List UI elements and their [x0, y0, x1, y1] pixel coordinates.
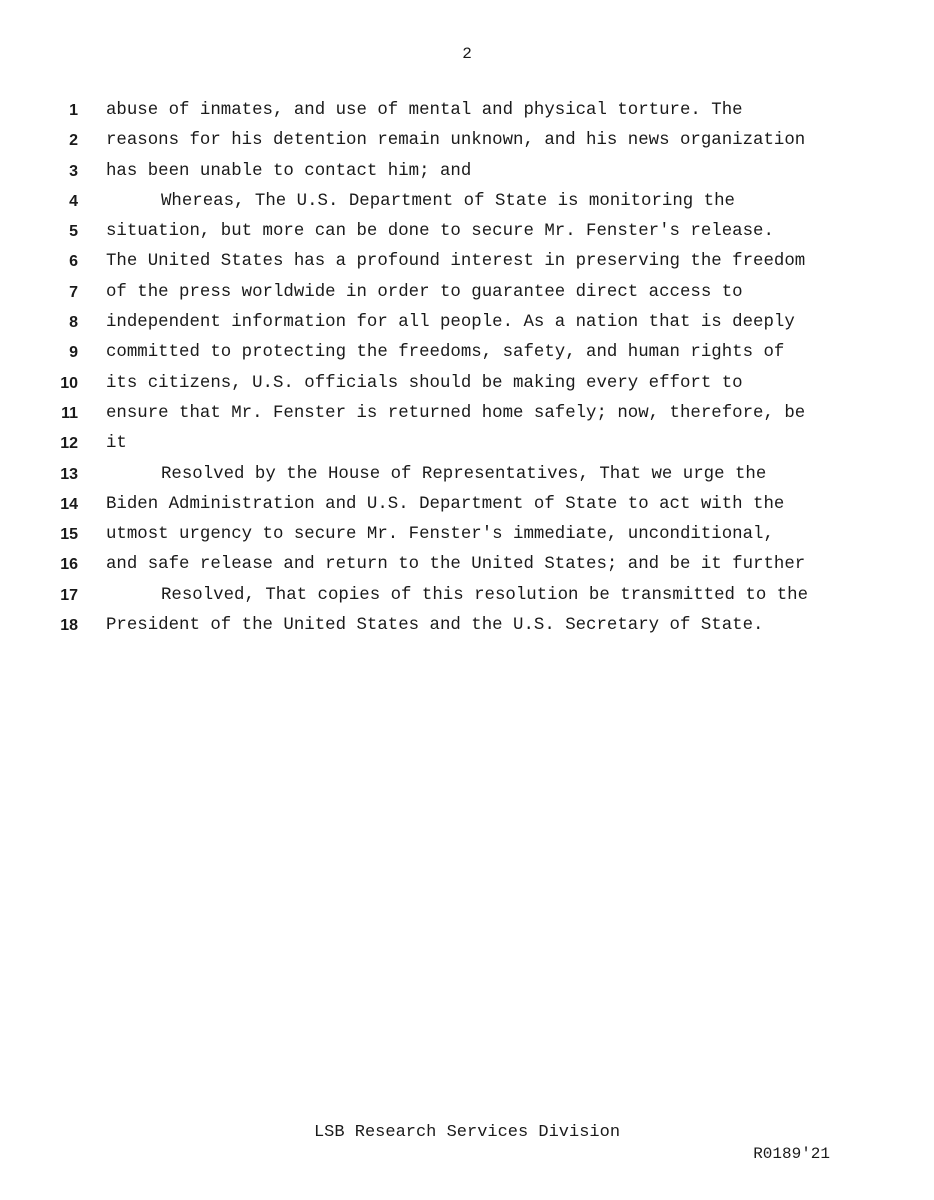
line-number: 8: [69, 314, 78, 332]
line-text: its citizens, U.S. officials should be making every effort to: [106, 373, 743, 393]
line-number: 10: [60, 374, 78, 392]
document-line: [0, 247, 934, 277]
line-number: 5: [69, 223, 78, 241]
document-line: [0, 369, 934, 399]
document-line: [0, 581, 934, 611]
document-line: [0, 217, 934, 247]
line-number: 7: [69, 283, 78, 301]
document-line: [0, 157, 934, 187]
line-number: 2: [69, 132, 78, 150]
document-line: [0, 278, 934, 308]
line-number: 14: [60, 495, 78, 513]
document-line: [0, 187, 934, 217]
footer-document-code: R0189'21: [753, 1145, 830, 1163]
document-line: [0, 550, 934, 580]
line-number: 9: [69, 344, 78, 362]
line-text: independent information for all people. As a nation that is deeply: [106, 313, 795, 333]
line-number: 11: [61, 404, 78, 422]
line-number: 4: [69, 192, 78, 210]
document-line: [0, 490, 934, 520]
document-line: [0, 338, 934, 368]
line-text: Whereas, The U.S. Department of State is monitoring the: [161, 191, 735, 211]
document-line: [0, 429, 934, 459]
line-number: 18: [60, 617, 78, 635]
line-text: utmost urgency to secure Mr. Fenster's immediate, unconditional,: [106, 525, 774, 545]
line-text: committed to protecting the freedoms, safety, and human rights of: [106, 343, 785, 363]
line-text: Resolved by the House of Representatives, That we urge the: [161, 464, 767, 484]
document-line: [0, 126, 934, 156]
line-text: President of the United States and the U.S. Secretary of State.: [106, 616, 764, 636]
footer-division: LSB Research Services Division: [313, 1123, 621, 1142]
line-text: ensure that Mr. Fenster is returned home safely; now, therefore, be: [106, 403, 806, 423]
line-text: situation, but more can be done to secure Mr. Fenster's release.: [106, 222, 774, 242]
document-line: [0, 308, 934, 338]
line-number: 6: [69, 253, 78, 271]
line-text: it: [106, 434, 127, 454]
document-line: [0, 96, 934, 126]
line-text: abuse of inmates, and use of mental and physical torture. The: [106, 101, 743, 120]
line-number: 3: [69, 162, 78, 180]
document-line: [0, 611, 934, 641]
document-line: [0, 399, 934, 429]
line-number: 13: [60, 465, 78, 483]
line-number: 1: [69, 102, 78, 119]
line-text: The United States has a profound interest in preserving the freedom: [106, 252, 806, 272]
document-line: [0, 460, 934, 490]
line-text: of the press worldwide in order to guarantee direct access to: [106, 282, 743, 302]
line-text: Biden Administration and U.S. Department of State to act with the: [106, 494, 785, 514]
line-number: 17: [60, 586, 78, 604]
line-number: 12: [60, 435, 78, 453]
document-body: [0, 96, 934, 641]
line-number: 15: [60, 526, 78, 544]
line-number: 16: [60, 556, 78, 574]
line-text: Resolved, That copies of this resolution be transmitted to the: [161, 585, 809, 605]
line-text: has been unable to contact him; and: [106, 161, 472, 181]
line-text: and safe release and return to the United States; and be it further: [106, 555, 806, 575]
document-line: [0, 520, 934, 550]
page-number: 2: [462, 45, 472, 63]
line-text: reasons for his detention remain unknown, and his news organization: [106, 131, 806, 151]
